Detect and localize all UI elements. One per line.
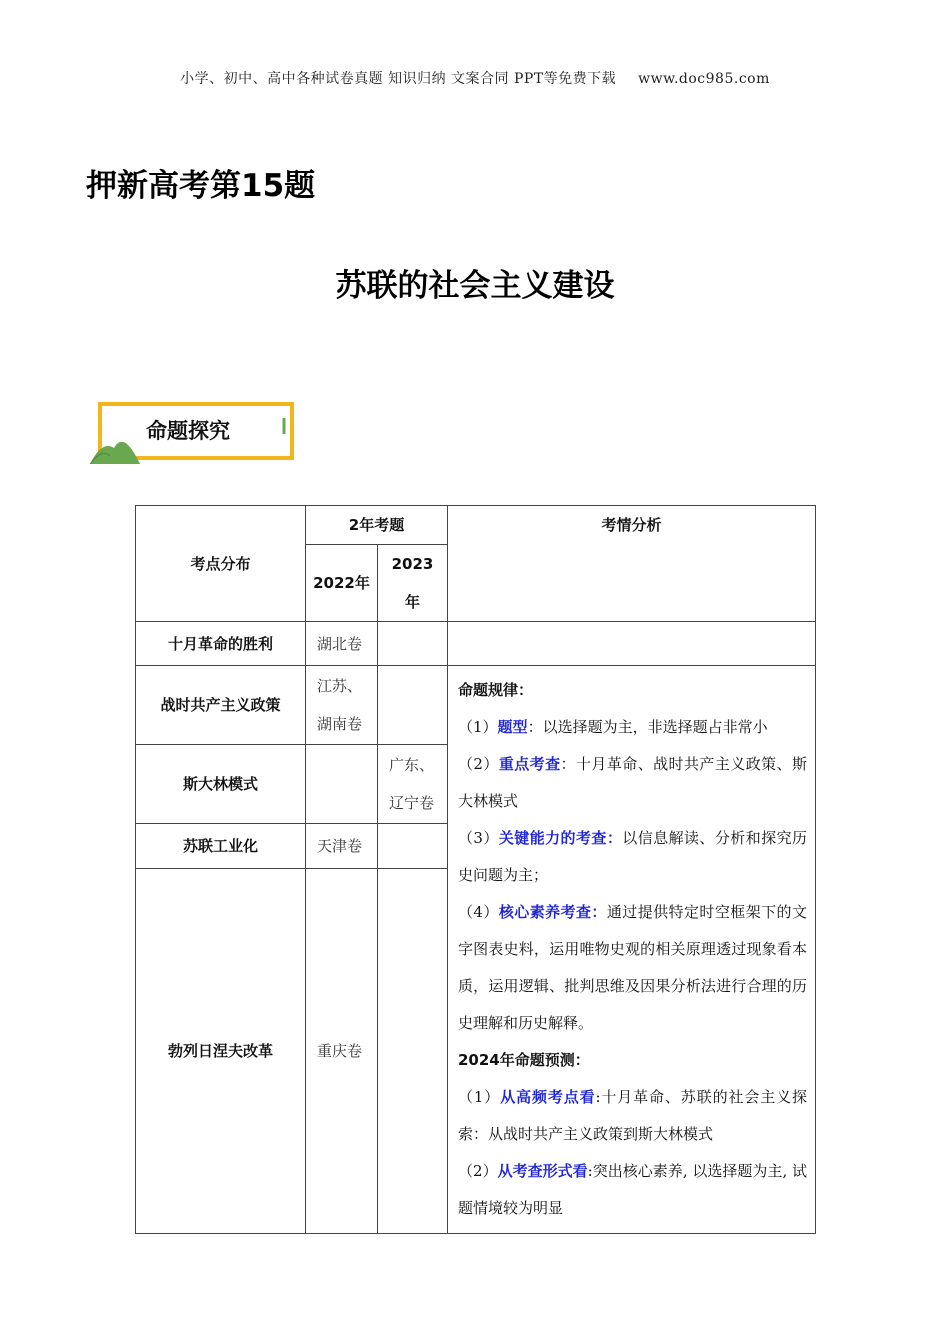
paper-2023-cell: [378, 622, 448, 666]
paper-line: 辽宁卷: [389, 793, 435, 812]
forecast-item: （1）从高频考点看:十月革命、苏联的社会主义探索：从战时共产主义政策到斯大林模式: [458, 1088, 807, 1143]
topic-cell: 战时共产主义政策: [136, 666, 306, 745]
paper-2022-cell: [306, 744, 378, 823]
rule-item: （4）核心素养考查：通过提供特定时空框架下的文字图表史料，运用唯物史观的相关原理透过现象看本质，运用逻辑、批判思维及因果分析法进行合理的历史理解和历史解释。: [458, 903, 807, 1032]
topic-cell: 勃列日涅夫改革: [136, 868, 306, 1233]
header-years: 2年考题: [306, 506, 448, 545]
header-analysis: 考情分析: [448, 506, 816, 622]
header-2023: [378, 545, 448, 622]
analysis-cell: [448, 666, 816, 1234]
table-row: [136, 666, 816, 745]
paper-line: 广东、: [389, 755, 435, 774]
forecast-title: 2024年命题预测：: [458, 1051, 590, 1069]
header-url[interactable]: www.doc985.com: [638, 71, 770, 87]
header-2023-suffix: 年: [404, 593, 420, 611]
paper-line: 湖南卷: [317, 714, 363, 733]
page-title: 押新高考第15题: [86, 168, 316, 204]
topic-cell: 十月革命的胜利: [136, 622, 306, 666]
rule-item: （3）关键能力的考查：以信息解读、分析和探究历史问题为主；: [458, 829, 807, 884]
rule-item: （2）重点考查：十月革命、战时共产主义政策、斯大林模式: [458, 755, 807, 810]
topic-cell: 斯大林模式: [136, 744, 306, 823]
page-header: [0, 68, 950, 88]
forecast-item: （2）从考查形式看:突出核心素养, 以选择题为主, 试题情境较为明显: [458, 1162, 807, 1217]
paper-2023-cell: [378, 744, 448, 823]
exam-table: [135, 505, 816, 1234]
paper-2023-cell: [378, 868, 448, 1233]
rule-title: 命题规律：: [458, 681, 534, 699]
topic-cell: 苏联工业化: [136, 823, 306, 868]
header-topic: 考点分布: [136, 506, 306, 622]
header-2023-year: 2023: [391, 555, 434, 573]
paper-2022-cell: [306, 666, 378, 745]
paper-2022-cell: 湖北卷: [306, 622, 378, 666]
rule-item: （1）题型：以选择题为主，非选择题占非常小: [458, 718, 768, 736]
table-row: [136, 622, 816, 666]
paper-2022-cell: 天津卷: [306, 823, 378, 868]
paper-2022-cell: 重庆卷: [306, 868, 378, 1233]
analysis-empty-cell: [448, 622, 816, 666]
banner-graphic: [88, 400, 298, 468]
section-banner: [88, 400, 298, 468]
paper-line: 江苏、: [317, 676, 363, 695]
banner-label: 命题探究: [146, 419, 230, 443]
header-2022: 2022年: [306, 545, 378, 622]
paper-2023-cell: [378, 666, 448, 745]
paper-2023-cell: [378, 823, 448, 868]
page-subtitle: 苏联的社会主义建设: [335, 268, 615, 304]
header-text: 小学、初中、高中各种试卷真题 知识归纳 文案合同 PPT等免费下载: [180, 71, 617, 87]
